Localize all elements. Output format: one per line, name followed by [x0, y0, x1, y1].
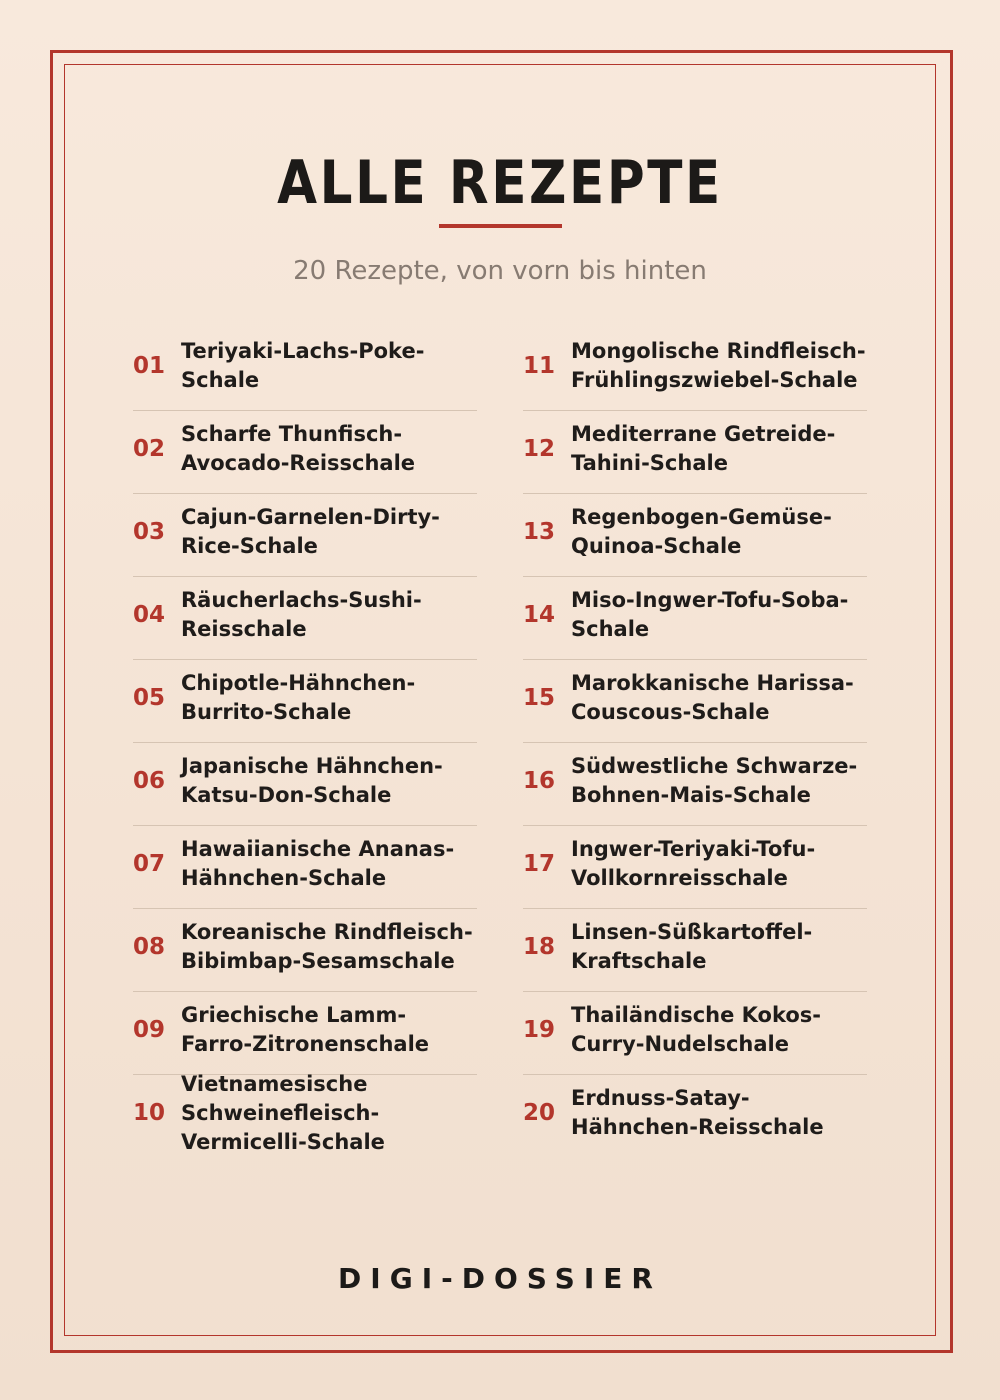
recipe-number: 10: [133, 1100, 166, 1126]
recipe-name: Miso-Ingwer-Tofu-Soba- Schale: [571, 588, 849, 641]
recipe-number: 02: [133, 436, 166, 462]
recipe-number: 14: [523, 602, 556, 628]
recipe-name: Cajun-Garnelen-Dirty- Rice-Schale: [181, 505, 440, 558]
recipe-number: 06: [133, 768, 166, 794]
recipe-item: [133, 743, 477, 826]
page-title: ALLE REZEPTE: [277, 148, 723, 218]
recipe-number: 08: [133, 934, 166, 960]
recipe-number: 11: [523, 353, 556, 379]
recipe-name: Marokkanische Harissa- Couscous-Schale: [571, 671, 854, 724]
recipe-item: [133, 660, 477, 743]
recipe-item: [133, 411, 477, 494]
page-subtitle: 20 Rezepte, von vorn bis hinten: [293, 256, 707, 286]
recipe-item: [523, 826, 867, 909]
recipe-name: Scharfe Thunfisch- Avocado-Reisschale: [181, 422, 416, 475]
recipe-item: [523, 577, 867, 660]
recipe-name: Regenbogen-Gemüse- Quinoa-Schale: [571, 505, 832, 558]
recipe-number: 18: [523, 934, 556, 960]
recipe-item: [523, 909, 867, 992]
recipe-item: [523, 1075, 867, 1158]
recipe-number: 03: [133, 519, 166, 545]
recipe-name: Teriyaki-Lachs-Poke- Schale: [181, 339, 425, 392]
recipe-number: 19: [523, 1017, 556, 1043]
recipe-name: Thailändische Kokos- Curry-Nudelschale: [571, 1003, 822, 1056]
recipe-name: Griechische Lamm- Farro-Zitronenschale: [181, 1003, 430, 1056]
recipe-name: Koreanische Rindfleisch- Bibimbap-Sesamschale: [181, 920, 473, 973]
recipe-number: 16: [523, 768, 556, 794]
footer-brand: DIGI-DOSSIER: [338, 1262, 662, 1295]
recipe-item: [523, 411, 867, 494]
recipe-name: Räucherlachs-Sushi- Reisschale: [181, 588, 422, 641]
recipe-item: [523, 494, 867, 577]
recipe-name: Erdnuss-Satay- Hähnchen-Reisschale: [571, 1086, 824, 1139]
title-underline: [439, 224, 562, 228]
recipe-list-left: [133, 328, 477, 1158]
recipe-number: 15: [523, 685, 556, 711]
recipe-number: 09: [133, 1017, 166, 1043]
recipe-item: [133, 1071, 477, 1158]
recipe-list-right: [523, 328, 867, 1158]
recipe-item: [133, 909, 477, 992]
recipe-item: [523, 328, 867, 411]
recipe-name: Mongolische Rindfleisch- Frühlingszwiebel-Schale: [571, 339, 866, 392]
recipe-number: 04: [133, 602, 166, 628]
recipe-number: 12: [523, 436, 556, 462]
recipe-item: [523, 660, 867, 743]
recipe-number: 20: [523, 1100, 556, 1126]
recipe-number: 07: [133, 851, 166, 877]
recipe-number: 01: [133, 353, 166, 379]
recipe-item: [133, 826, 477, 909]
recipe-name: Chipotle-Hähnchen- Burrito-Schale: [181, 671, 416, 724]
recipe-name: Ingwer-Teriyaki-Tofu- Vollkornreisschale: [571, 837, 816, 890]
recipe-number: 17: [523, 851, 556, 877]
recipe-name: Japanische Hähnchen- Katsu-Don-Schale: [181, 754, 443, 807]
recipe-item: [133, 992, 477, 1075]
recipe-item: [523, 743, 867, 826]
recipe-name: Südwestliche Schwarze- Bohnen-Mais-Schale: [571, 754, 858, 807]
recipe-number: 13: [523, 519, 556, 545]
recipe-item: [133, 577, 477, 660]
recipe-item: [133, 328, 477, 411]
recipe-name: Vietnamesische Schweinefleisch- Vermicelli-Schale: [181, 1071, 385, 1154]
recipe-item: [133, 494, 477, 577]
recipe-number: 05: [133, 685, 166, 711]
recipe-item: [523, 992, 867, 1075]
recipe-name: Mediterrane Getreide- Tahini-Schale: [571, 422, 836, 475]
recipe-name: Hawaiianische Ananas- Hähnchen-Schale: [181, 837, 455, 890]
recipe-name: Linsen-Süßkartoffel- Kraftschale: [571, 920, 813, 973]
